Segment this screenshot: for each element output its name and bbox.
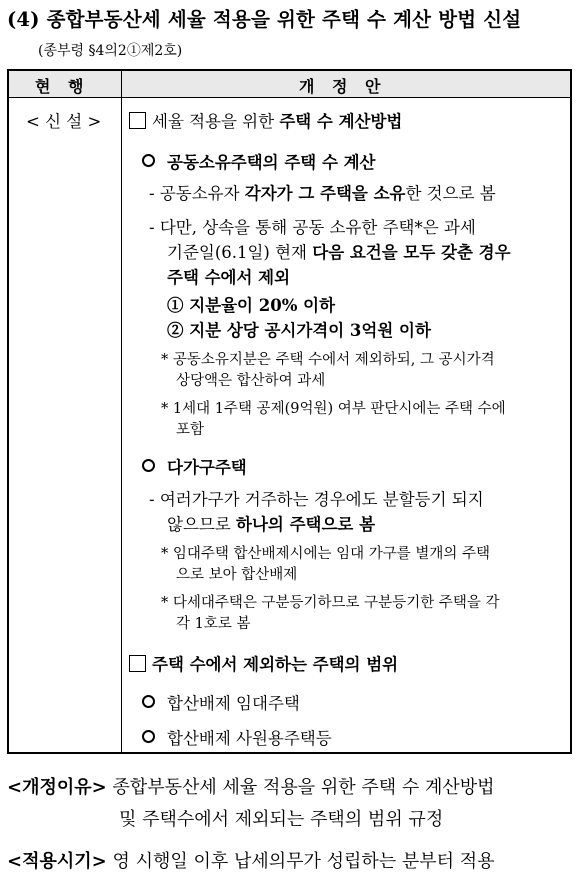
multi-household-title: 다가구주택 — [142, 454, 247, 478]
checkbox-square-icon — [129, 655, 146, 672]
multi-household-note2-line1: * 다세대주택은 구분등기하므로 구분등기한 주택을 각 — [161, 595, 500, 611]
co-owned-note2-line1: * 1세대 1주택 공제(9억원) 여부 판단시에는 주택 수에 — [161, 401, 506, 417]
current-cell-text: < 신 설 > — [26, 112, 102, 131]
co-owned-dash2-line2: 기준일(6.1일) 현재 다음 요건을 모두 갖춘 경우 — [167, 243, 511, 262]
hollow-circle-bullet-icon — [142, 154, 155, 167]
co-owned-note1-line2: 상당액은 합산하여 과세 — [176, 373, 326, 389]
hollow-circle-bullet-icon — [142, 695, 155, 708]
amendment-table — [7, 69, 572, 754]
header-current: 현 행 — [35, 77, 90, 96]
page-title: (4) 종합부동산세 세율 적용을 위한 주택 수 계산 방법 신설 — [7, 8, 522, 31]
section2-heading: 주택 수에서 제외하는 주택의 범위 — [129, 651, 398, 675]
co-owned-dash2-line3: 주택 수에서 제외 — [167, 268, 291, 287]
multi-household-note2-line2: 각 1호로 봄 — [176, 616, 251, 632]
hollow-circle-bullet-icon — [142, 459, 155, 472]
table-header — [9, 71, 570, 98]
reason-line2: 및 주택수에서 제외되는 주택의 범위 규정 — [119, 809, 444, 830]
condition-1: ① 지분율이 20% 이하 — [167, 296, 336, 315]
excluded-item-1: 합산배제 임대주택 — [142, 690, 300, 714]
reason-line1: 종합부동산세 세율 적용을 위한 주택 수 계산방법 — [112, 777, 495, 798]
co-owned-dash2-line1: - 다만, 상속을 통해 공동 소유한 주택*은 과세 — [149, 218, 476, 237]
timing-text: 영 시행일 이후 납세의무가 성립하는 분부터 적용 — [112, 851, 495, 872]
co-owned-title: 공동소유주택의 주택 수 계산 — [142, 149, 376, 173]
multi-household-dash1-line2: 않으므로 하나의 주택으로 봄 — [167, 515, 376, 534]
multi-household-note1-line1: * 임대주택 합산배제시에는 임대 가구를 별개의 주택 — [161, 546, 491, 562]
timing-label: <적용시기> — [7, 851, 107, 872]
hollow-circle-bullet-icon — [142, 730, 155, 743]
checkbox-square-icon — [129, 112, 146, 129]
co-owned-note2-line2: 포함 — [176, 422, 205, 438]
amendment-reason — [7, 773, 495, 799]
header-proposed: 개 정 안 — [299, 77, 387, 96]
multi-household-dash1-line1: - 여러가구가 거주하는 경우에도 분할등기 되지 — [149, 490, 484, 509]
section1-heading: 세율 적용을 위한 주택 수 계산방법 — [129, 108, 402, 132]
application-timing — [7, 847, 495, 873]
co-owned-note1-line1: * 공동소유지분은 주택 수에서 제외하되, 그 공시가격 — [161, 352, 495, 368]
column-divider — [121, 71, 122, 752]
excluded-item-2: 합산배제 사원용주택등 — [142, 725, 332, 749]
reason-label: <개정이유> — [7, 777, 107, 798]
multi-household-note1-line2: 으로 보아 합산배제 — [176, 567, 298, 583]
legal-reference: (종부령 §4의2①제2호) — [38, 43, 183, 59]
co-owned-dash1: - 공동소유자 각자가 그 주택을 소유한 것으로 봄 — [149, 184, 496, 203]
condition-2: ② 지분 상당 공시가격이 3억원 이하 — [167, 321, 431, 340]
